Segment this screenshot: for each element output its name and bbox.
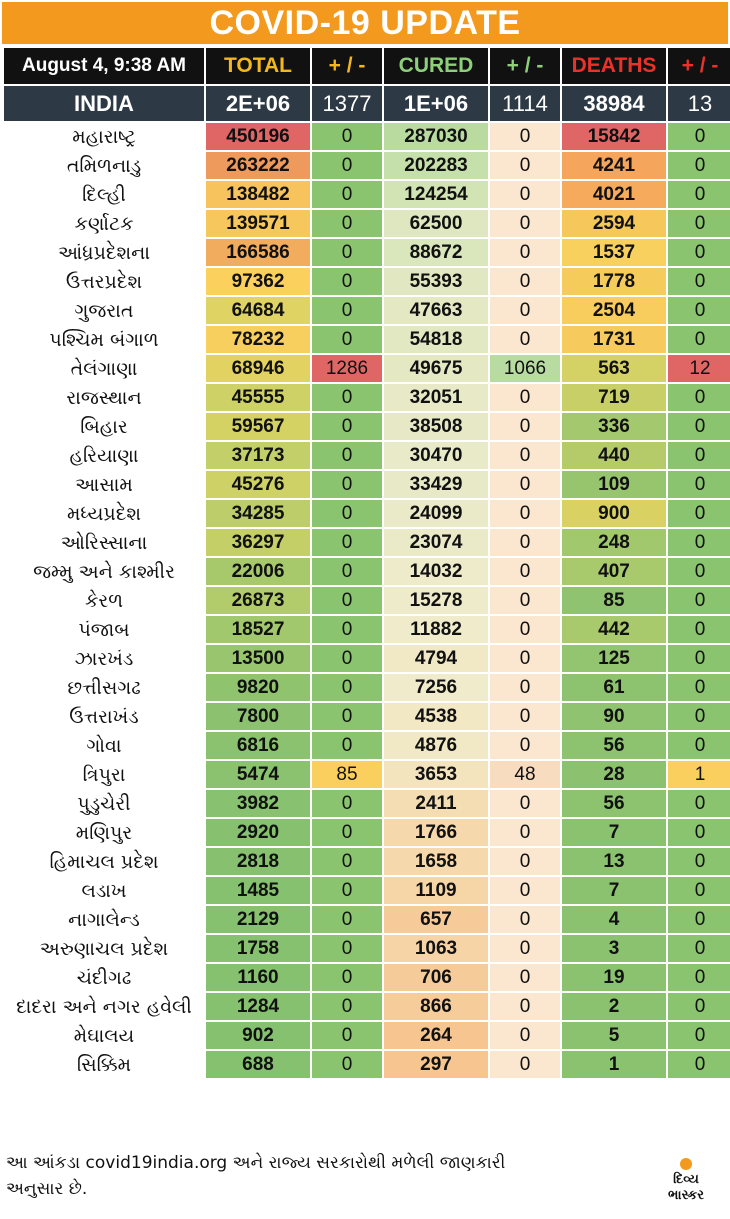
cell-deaths-change: 0	[668, 674, 730, 701]
table-row	[4, 123, 730, 150]
cell-deaths: 1778	[562, 268, 666, 295]
header-deaths: DEATHS	[562, 48, 666, 84]
state-name: પુડુચેરી	[4, 790, 204, 817]
cell-deaths: 4021	[562, 181, 666, 208]
cell-cured: 11882	[384, 616, 488, 643]
cell-total-change: 0	[312, 326, 382, 353]
footer-note: આ આંકડા covid19india.org અને રાજ્ય સરકારોથી મળેલી જાણકારી અનુસાર છે.	[6, 1153, 506, 1199]
cell-total: 2818	[206, 848, 310, 875]
table-row	[4, 848, 730, 875]
state-name: મણિપુર	[4, 819, 204, 846]
cell-deaths-change: 0	[668, 297, 730, 324]
cell-deaths-change: 0	[668, 1051, 730, 1078]
cell-deaths-change: 0	[668, 848, 730, 875]
cell-cured: 47663	[384, 297, 488, 324]
cell-cured-change: 0	[490, 384, 560, 411]
cell-cured: 62500	[384, 210, 488, 237]
table-row	[4, 993, 730, 1020]
table-row	[4, 935, 730, 962]
state-name: ચંદીગઢ	[4, 964, 204, 991]
cell-cured: 1658	[384, 848, 488, 875]
cell-deaths-change: 0	[668, 935, 730, 962]
cell-total: 26873	[206, 587, 310, 614]
cell-cured: 15278	[384, 587, 488, 614]
table-row	[4, 616, 730, 643]
cell-cured: 124254	[384, 181, 488, 208]
state-name: રાજસ્થાન	[4, 384, 204, 411]
cell-deaths-change: 0	[668, 877, 730, 904]
cell-total-change: 0	[312, 384, 382, 411]
cell-deaths-change: 0	[668, 993, 730, 1020]
cell-total: 13500	[206, 645, 310, 672]
cell-cured: 297	[384, 1051, 488, 1078]
cell-total-change: 0	[312, 935, 382, 962]
cell-total-change: 85	[312, 761, 382, 788]
state-name: મહારાષ્ટ્ર	[4, 123, 204, 150]
cell-deaths-change: 0	[668, 1022, 730, 1049]
cell-deaths-change: 0	[668, 442, 730, 469]
cell-deaths: 19	[562, 964, 666, 991]
cell-cured: 7256	[384, 674, 488, 701]
cell-deaths-change: 0	[668, 616, 730, 643]
header-total-change: + / -	[312, 48, 382, 84]
cell-cured: 287030	[384, 123, 488, 150]
cell-cured: 32051	[384, 384, 488, 411]
cell-deaths-change: 0	[668, 152, 730, 179]
cell-cured-change: 0	[490, 413, 560, 440]
cell-cured: 264	[384, 1022, 488, 1049]
table-row	[4, 384, 730, 411]
cell-total-change: 0	[312, 587, 382, 614]
cell-total-change: 0	[312, 123, 382, 150]
table-row	[4, 413, 730, 440]
cell-total-change: 0	[312, 1051, 382, 1078]
cell-total: 1485	[206, 877, 310, 904]
cell-cured-change: 0	[490, 790, 560, 817]
header-deaths-change: + / -	[668, 48, 730, 84]
cell-total: 59567	[206, 413, 310, 440]
cell-cured-change: 0	[490, 1051, 560, 1078]
cell-deaths: 125	[562, 645, 666, 672]
cell-total-change: 0	[312, 703, 382, 730]
cell-deaths: 563	[562, 355, 666, 382]
cell-cured: 4876	[384, 732, 488, 759]
cell-cured: 657	[384, 906, 488, 933]
cell-deaths: 4241	[562, 152, 666, 179]
cell-cured: 23074	[384, 529, 488, 556]
table-row	[4, 442, 730, 469]
table-row	[4, 529, 730, 556]
india-name: INDIA	[4, 86, 204, 121]
cell-deaths: 15842	[562, 123, 666, 150]
cell-total: 2129	[206, 906, 310, 933]
cell-total: 3982	[206, 790, 310, 817]
state-name: ત્રિપુરા	[4, 761, 204, 788]
cell-deaths-change: 0	[668, 210, 730, 237]
india-total: 2E+06	[206, 86, 310, 121]
cell-deaths-change: 0	[668, 645, 730, 672]
logo-dot-icon	[680, 1158, 692, 1170]
cell-cured-change: 0	[490, 819, 560, 846]
table-row	[4, 790, 730, 817]
cell-deaths-change: 1	[668, 761, 730, 788]
state-name: દિલ્હી	[4, 181, 204, 208]
state-name: ઉત્તરાખંડ	[4, 703, 204, 730]
cell-deaths-change: 0	[668, 906, 730, 933]
cell-cured: 202283	[384, 152, 488, 179]
state-name: બિહાર	[4, 413, 204, 440]
cell-total-change: 0	[312, 616, 382, 643]
state-name: નાગાલેન્ડ	[4, 906, 204, 933]
cell-total-change: 0	[312, 993, 382, 1020]
cell-deaths: 2594	[562, 210, 666, 237]
cell-deaths: 248	[562, 529, 666, 556]
cell-cured-change: 0	[490, 674, 560, 701]
state-name: આસામ	[4, 471, 204, 498]
cell-cured: 3653	[384, 761, 488, 788]
cell-cured-change: 0	[490, 616, 560, 643]
state-name: પશ્ચિમ બંગાળ	[4, 326, 204, 353]
state-name: અરુણાચલ પ્રદેશ	[4, 935, 204, 962]
cell-cured: 4538	[384, 703, 488, 730]
banner-title: COVID-19 UPDATE	[2, 2, 728, 44]
cell-cured: 2411	[384, 790, 488, 817]
cell-total-change: 0	[312, 964, 382, 991]
cell-deaths-change: 0	[668, 123, 730, 150]
cell-cured-change: 0	[490, 442, 560, 469]
cell-total-change: 0	[312, 181, 382, 208]
state-name: સિક્કિમ	[4, 1051, 204, 1078]
cell-total-change: 0	[312, 674, 382, 701]
cell-total-change: 0	[312, 239, 382, 266]
cell-cured-change: 0	[490, 1022, 560, 1049]
cell-total-change: 0	[312, 152, 382, 179]
cell-cured-change: 1066	[490, 355, 560, 382]
cell-cured: 33429	[384, 471, 488, 498]
state-name: છત્તીસગઢ	[4, 674, 204, 701]
cell-cured-change: 0	[490, 703, 560, 730]
table-row	[4, 906, 730, 933]
cell-cured-change: 0	[490, 297, 560, 324]
table-row	[4, 268, 730, 295]
cell-deaths: 1	[562, 1051, 666, 1078]
cell-cured-change: 0	[490, 558, 560, 585]
cell-cured: 1109	[384, 877, 488, 904]
cell-deaths: 90	[562, 703, 666, 730]
cell-deaths-change: 0	[668, 587, 730, 614]
state-name: આંધ્રપ્રદેશના	[4, 239, 204, 266]
cell-total: 97362	[206, 268, 310, 295]
cell-deaths-change: 0	[668, 181, 730, 208]
cell-cured-change: 0	[490, 500, 560, 527]
cell-total: 450196	[206, 123, 310, 150]
cell-cured-change: 0	[490, 123, 560, 150]
cell-total-change: 0	[312, 442, 382, 469]
cell-total-change: 0	[312, 413, 382, 440]
cell-total: 36297	[206, 529, 310, 556]
state-name: જમ્મુ અને કાશ્મીર	[4, 558, 204, 585]
table-row	[4, 732, 730, 759]
india-total-change: 1377	[312, 86, 382, 121]
cell-cured-change: 0	[490, 848, 560, 875]
table-row	[4, 819, 730, 846]
cell-cured-change: 0	[490, 732, 560, 759]
state-name: ગોવા	[4, 732, 204, 759]
logo-line1: દિવ્ય	[673, 1172, 699, 1187]
cell-deaths: 407	[562, 558, 666, 585]
state-name: કર્ણાટક	[4, 210, 204, 237]
table-row	[4, 761, 730, 788]
cell-total: 22006	[206, 558, 310, 585]
state-rows	[4, 123, 730, 1078]
cell-cured-change: 0	[490, 326, 560, 353]
state-name: ગુજરાત	[4, 297, 204, 324]
cell-cured-change: 0	[490, 877, 560, 904]
cell-total-change: 0	[312, 268, 382, 295]
cell-total: 166586	[206, 239, 310, 266]
cell-total-change: 0	[312, 529, 382, 556]
cell-deaths: 1731	[562, 326, 666, 353]
cell-total: 139571	[206, 210, 310, 237]
cell-deaths: 5	[562, 1022, 666, 1049]
cell-deaths: 719	[562, 384, 666, 411]
cell-cured-change: 0	[490, 906, 560, 933]
cell-deaths-change: 0	[668, 384, 730, 411]
cell-total: 64684	[206, 297, 310, 324]
cell-total: 1758	[206, 935, 310, 962]
table-row	[4, 674, 730, 701]
cell-total: 37173	[206, 442, 310, 469]
cell-total-change: 0	[312, 1022, 382, 1049]
cell-deaths-change: 0	[668, 471, 730, 498]
cell-total: 45555	[206, 384, 310, 411]
table-row	[4, 471, 730, 498]
cell-deaths: 7	[562, 819, 666, 846]
cell-deaths: 4	[562, 906, 666, 933]
state-name: તમિળનાડુ	[4, 152, 204, 179]
cell-total: 78232	[206, 326, 310, 353]
logo-line2: ભાસ્કર	[668, 1188, 704, 1203]
cell-deaths-change: 0	[668, 732, 730, 759]
cell-total-change: 0	[312, 877, 382, 904]
cell-total-change: 1286	[312, 355, 382, 382]
cell-cured-change: 0	[490, 993, 560, 1020]
cell-total-change: 0	[312, 471, 382, 498]
cell-cured-change: 0	[490, 268, 560, 295]
cell-total-change: 0	[312, 790, 382, 817]
cell-deaths-change: 0	[668, 964, 730, 991]
table-row	[4, 152, 730, 179]
india-deaths: 38984	[562, 86, 666, 121]
table-row	[4, 645, 730, 672]
cell-cured-change: 0	[490, 645, 560, 672]
cell-cured-change: 0	[490, 587, 560, 614]
cell-total: 7800	[206, 703, 310, 730]
cell-total: 45276	[206, 471, 310, 498]
state-name: તેલંગાણા	[4, 355, 204, 382]
cell-deaths-change: 0	[668, 529, 730, 556]
state-name: ઝારખંડ	[4, 645, 204, 672]
state-name: ઉત્તરપ્રદેશ	[4, 268, 204, 295]
cell-deaths: 2504	[562, 297, 666, 324]
cell-cured: 706	[384, 964, 488, 991]
divya-bhaskar-logo	[656, 1158, 716, 1210]
cell-cured: 4794	[384, 645, 488, 672]
cell-total-change: 0	[312, 558, 382, 585]
cell-deaths: 56	[562, 790, 666, 817]
cell-cured-change: 0	[490, 529, 560, 556]
cell-total-change: 0	[312, 297, 382, 324]
india-row	[4, 86, 730, 121]
table-row	[4, 1051, 730, 1078]
cell-total: 1160	[206, 964, 310, 991]
cell-deaths: 61	[562, 674, 666, 701]
cell-deaths-change: 0	[668, 558, 730, 585]
header-cured: CURED	[384, 48, 488, 84]
cell-deaths: 900	[562, 500, 666, 527]
cell-cured: 24099	[384, 500, 488, 527]
cell-total: 68946	[206, 355, 310, 382]
header-cured-change: + / -	[490, 48, 560, 84]
india-cured-change: 1114	[490, 86, 560, 121]
cell-cured-change: 0	[490, 152, 560, 179]
cell-deaths-change: 0	[668, 790, 730, 817]
table-row	[4, 558, 730, 585]
cell-deaths: 7	[562, 877, 666, 904]
cell-deaths-change: 0	[668, 413, 730, 440]
table-row	[4, 326, 730, 353]
cell-cured: 54818	[384, 326, 488, 353]
cell-cured: 38508	[384, 413, 488, 440]
cell-deaths: 85	[562, 587, 666, 614]
cell-cured-change: 0	[490, 471, 560, 498]
cell-cured-change: 0	[490, 935, 560, 962]
cell-total: 138482	[206, 181, 310, 208]
covid-table	[2, 46, 730, 1080]
cell-deaths-change: 0	[668, 500, 730, 527]
cell-total: 902	[206, 1022, 310, 1049]
cell-cured-change: 0	[490, 239, 560, 266]
cell-total: 263222	[206, 152, 310, 179]
cell-total: 688	[206, 1051, 310, 1078]
table-row	[4, 500, 730, 527]
table-row	[4, 877, 730, 904]
cell-cured-change: 0	[490, 210, 560, 237]
cell-cured: 49675	[384, 355, 488, 382]
cell-total-change: 0	[312, 500, 382, 527]
table-row	[4, 239, 730, 266]
cell-cured-change: 0	[490, 181, 560, 208]
cell-total-change: 0	[312, 906, 382, 933]
india-deaths-change: 13	[668, 86, 730, 121]
state-name: મેઘાલય	[4, 1022, 204, 1049]
state-name: ઓરિસ્સાના	[4, 529, 204, 556]
cell-deaths: 28	[562, 761, 666, 788]
table-row	[4, 587, 730, 614]
cell-total-change: 0	[312, 819, 382, 846]
cell-total: 5474	[206, 761, 310, 788]
cell-total-change: 0	[312, 732, 382, 759]
cell-total: 1284	[206, 993, 310, 1020]
cell-cured: 866	[384, 993, 488, 1020]
cell-deaths: 13	[562, 848, 666, 875]
cell-cured-change: 0	[490, 964, 560, 991]
cell-deaths-change: 0	[668, 326, 730, 353]
cell-cured: 55393	[384, 268, 488, 295]
cell-deaths: 56	[562, 732, 666, 759]
cell-total-change: 0	[312, 848, 382, 875]
cell-total: 6816	[206, 732, 310, 759]
cell-deaths: 2	[562, 993, 666, 1020]
cell-deaths-change: 0	[668, 703, 730, 730]
state-name: હિમાચલ પ્રદેશ	[4, 848, 204, 875]
cell-total: 34285	[206, 500, 310, 527]
cell-cured: 88672	[384, 239, 488, 266]
cell-deaths-change: 0	[668, 819, 730, 846]
state-name: મધ્યપ્રદેશ	[4, 500, 204, 527]
header-date: August 4, 9:38 AM	[4, 48, 204, 84]
cell-deaths-change: 0	[668, 239, 730, 266]
cell-cured-change: 48	[490, 761, 560, 788]
table-row	[4, 703, 730, 730]
table-row	[4, 355, 730, 382]
cell-deaths: 3	[562, 935, 666, 962]
cell-deaths: 1537	[562, 239, 666, 266]
cell-deaths-change: 12	[668, 355, 730, 382]
cell-deaths: 336	[562, 413, 666, 440]
cell-cured: 1063	[384, 935, 488, 962]
cell-deaths: 109	[562, 471, 666, 498]
cell-cured: 30470	[384, 442, 488, 469]
table-row	[4, 964, 730, 991]
cell-total: 9820	[206, 674, 310, 701]
cell-total: 2920	[206, 819, 310, 846]
cell-cured: 14032	[384, 558, 488, 585]
table-row	[4, 181, 730, 208]
state-name: દાદરા અને નગર હવેલી	[4, 993, 204, 1020]
cell-deaths-change: 0	[668, 268, 730, 295]
cell-cured: 1766	[384, 819, 488, 846]
state-name: લડાખ	[4, 877, 204, 904]
india-cured: 1E+06	[384, 86, 488, 121]
state-name: પંજાબ	[4, 616, 204, 643]
cell-total-change: 0	[312, 645, 382, 672]
cell-deaths: 440	[562, 442, 666, 469]
cell-total-change: 0	[312, 210, 382, 237]
table-row	[4, 297, 730, 324]
header-row	[4, 48, 730, 84]
cell-total: 18527	[206, 616, 310, 643]
table-row	[4, 1022, 730, 1049]
table-row	[4, 210, 730, 237]
state-name: હરિયાણા	[4, 442, 204, 469]
state-name: કેરળ	[4, 587, 204, 614]
header-total: TOTAL	[206, 48, 310, 84]
cell-deaths: 442	[562, 616, 666, 643]
